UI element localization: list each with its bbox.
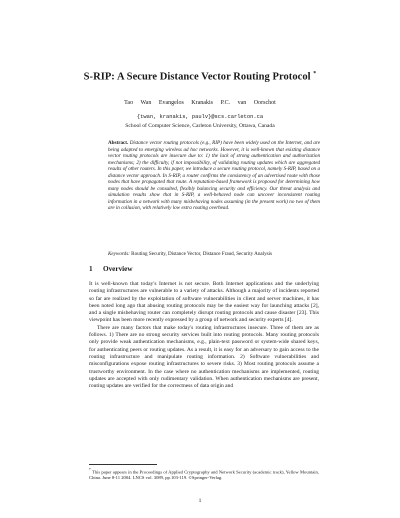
body-paragraph: It is well-known that today's Internet is not secure. Both Internet applications and the underlying routing infrastructures are vulnerable to a variety of attacks. Although a majority of incidents reported so far are realized by the exploitation of software vulnerabilities in client and server machines, it has been noted long ago that abusing routing protocols may be the easiest way for launching attacks [2], and a single misbehaving router can completely disrupt routing protocols and cause disaster [23]. This viewpoint has been more recently expressed by a group of network and security experts [4].	[89, 281, 319, 324]
author-affiliation: School of Computer Science, Carleton University, Ottawa, Canada	[125, 123, 275, 129]
section-title: Overview	[103, 265, 133, 273]
body-paragraph: There are many factors that make today's routing infrastructures insecure. Three of them are as follows. 1) There are no strong security services built into routing protocols. Many routing protocols only provide weak authentication mechanisms, e.g., plain-text password or system-wide shared keys, for authenticating peers or routing updates. As a result, it is easy for an adversary to gain access to the routing infrastructure and manipulate routing information. 2) Software vulnerabilities and misconfigurations expose routing infrastructures to severe risks. 3) Most routing protocols assume a trustworthy environment. In the case where no authentication mechanisms are implemented, routing updates are accepted with only rudimentary validation. When authentication mechanisms are present, routing updates are verified for the correctness of data origin and	[89, 324, 319, 390]
keywords-label: Keywords:	[108, 251, 130, 257]
keywords	[108, 251, 320, 258]
body-text	[89, 281, 319, 390]
keywords-text: Routing Security, Distance Vector, Distance Fraud, Security Analysis	[131, 251, 273, 257]
abstract-text: Distance vector routing protocols (e.g., RIP) have been widely used on the Internet, and are being adapted to emerging wireless ad hoc networks. However, it is well-known that existing distance vector routing protocols are insecure due to: 1) the lack of strong authentication and authorization mechanisms; 2) the difficulty, if not impossibility, of validating routing updates which are aggregated results of other routers. In this paper, we introduce a secure routing protocol, namely S-RIP, based on a distance vector approach. In S-RIP, a router confirms the consistency of an advertised route with those nodes that have propagated that route. A reputation-based framework is proposed for determining how many nodes should be consulted, flexibly balancing security and efficiency. Our threat analysis and simulation results show that in S-RIP, a well-behaved node can uncover inconsistent routing information in a network with many misbehaving nodes assuming (in the present work) no two of them are in collusion, with relatively low extra routing overhead.	[108, 140, 320, 211]
footnote-rule	[89, 464, 157, 465]
abstract	[108, 140, 320, 212]
footnote-mark: *	[89, 468, 91, 472]
footnote-text: This paper appears in the Proceedings of Applied Cryptography and Network Security (academic track), Yellow Mountain, China. June 8-11 2004. LNCS vol. 3089, pp.103-119. ©Springer-Verlag.	[89, 469, 319, 481]
author-list: Tao Wan Evangelos Kranakis P.C. van Oorschot	[124, 100, 276, 106]
page-number: 1	[198, 498, 202, 504]
section-number: 1	[89, 265, 93, 273]
paper-title-text: S-RIP: A Secure Distance Vector Routing Protocol	[83, 71, 311, 83]
title-footnote-mark: *	[313, 71, 317, 77]
abstract-label: Abstract.	[108, 140, 129, 146]
section-heading	[89, 265, 319, 273]
author-email: {twan, kranakis, paulv}@scs.carleton.ca	[136, 114, 264, 120]
paper-title	[0, 71, 400, 83]
footnote	[89, 468, 319, 481]
